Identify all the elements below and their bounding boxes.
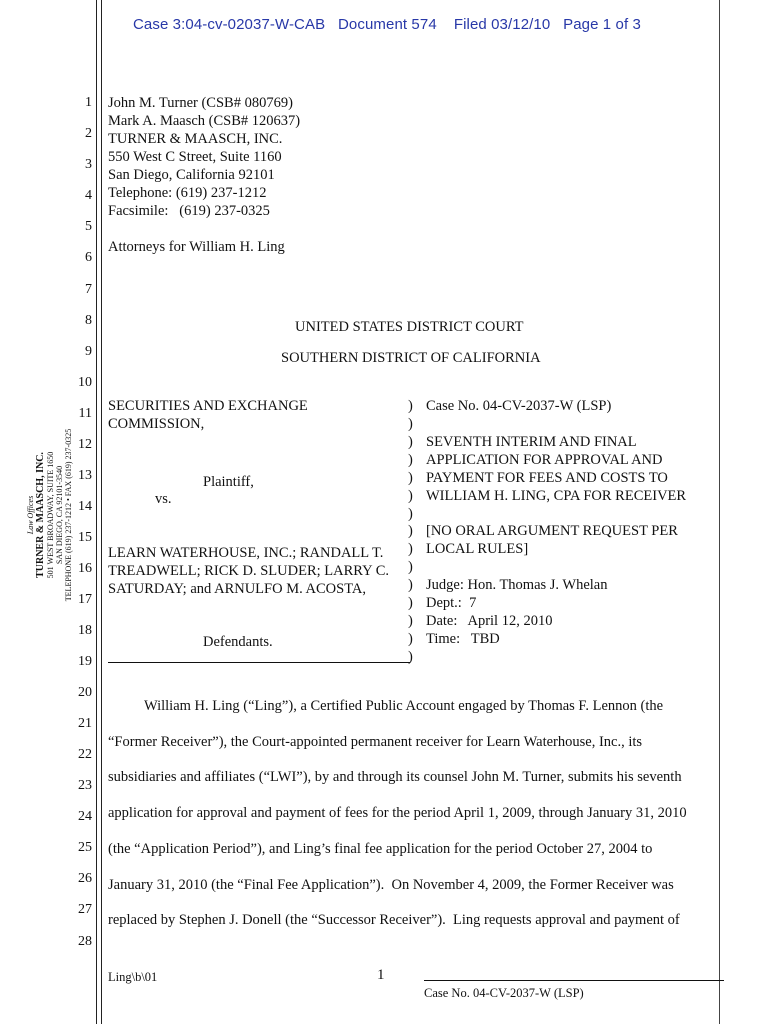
paren: ) xyxy=(408,416,413,432)
margin-rule-left-1 xyxy=(96,0,97,1024)
paren: ) xyxy=(408,506,413,522)
sidebar-law-offices: Law Offices xyxy=(26,495,35,535)
line-number: 9 xyxy=(85,344,92,359)
oral-argument-note: [NO ORAL ARGUMENT REQUEST PER xyxy=(426,523,678,539)
dept: Dept.: 7 xyxy=(426,595,477,611)
footer-doc-id: Ling\b\01 xyxy=(108,970,158,984)
line-number: 11 xyxy=(78,406,92,421)
filing-header: Case 3:04-cv-02037-W-CAB Document 574 Filed 03/12/10 Page 1 of 3 xyxy=(133,16,641,33)
line-number: 23 xyxy=(78,778,92,793)
line-number: 16 xyxy=(78,561,92,576)
paren: ) xyxy=(408,541,413,557)
plaintiff-label: Plaintiff, xyxy=(203,474,254,490)
page-number: 1 xyxy=(377,967,385,983)
defendant-names: TREADWELL; RICK D. SLUDER; LARRY C. xyxy=(108,563,390,579)
sidebar-city: SAN DIEGO, CA 92101-3540 xyxy=(55,465,64,565)
paren: ) xyxy=(408,523,413,539)
attorney-line: Telephone: (619) 237-1212 xyxy=(108,185,267,201)
line-number: 4 xyxy=(85,188,92,203)
sidebar-street: 501 WEST BROADWAY, SUITE 1650 xyxy=(46,451,55,579)
sidebar-phone: TELEPHONE (619) 237-1212 • FAX (619) 237-0325 xyxy=(64,428,73,602)
line-number: 5 xyxy=(85,219,92,234)
line-number: 15 xyxy=(78,530,92,545)
line-number: 3 xyxy=(85,157,92,172)
line-number: 6 xyxy=(85,250,92,265)
body-line: “Former Receiver”), the Court-appointed permanent receiver for Learn Waterhouse, Inc., its xyxy=(108,734,643,750)
line-number: 24 xyxy=(78,809,92,824)
line-number: 10 xyxy=(78,375,92,390)
line-number: 13 xyxy=(78,468,92,483)
plaintiff-name: SECURITIES AND EXCHANGE xyxy=(108,398,308,414)
line-number: 19 xyxy=(78,654,92,669)
sidebar-firm-name: TURNER & MAASCH, INC. xyxy=(35,452,46,578)
judge: Judge: Hon. Thomas J. Whelan xyxy=(426,577,608,593)
paren: ) xyxy=(408,613,413,629)
line-number: 18 xyxy=(78,623,92,638)
attorney-line: San Diego, California 92101 xyxy=(108,167,275,183)
defendant-names: SATURDAY; and ARNULFO M. ACOSTA, xyxy=(108,581,367,597)
line-number: 1 xyxy=(85,95,92,110)
hearing-date: Date: April 12, 2010 xyxy=(426,613,553,629)
line-number: 14 xyxy=(78,499,92,514)
attorney-line: TURNER & MAASCH, INC. xyxy=(108,131,283,147)
body-line: William H. Ling (“Ling”), a Certified Public Account engaged by Thomas F. Lennon (the xyxy=(108,698,664,714)
caption-underline xyxy=(108,662,410,663)
attorneys-for: Attorneys for William H. Ling xyxy=(108,239,285,255)
paren: ) xyxy=(408,577,413,593)
line-number: 26 xyxy=(78,871,92,886)
line-number: 25 xyxy=(78,840,92,855)
paren: ) xyxy=(408,398,413,414)
body-line: subsidiaries and affiliates (“LWI”), by and through its counsel John M. Turner, submits his seventh xyxy=(108,769,682,785)
line-number: 20 xyxy=(78,685,92,700)
paren: ) xyxy=(408,595,413,611)
line-number: 22 xyxy=(78,747,92,762)
paren: ) xyxy=(408,631,413,647)
attorney-line: John M. Turner (CSB# 080769) xyxy=(108,95,293,111)
attorney-line: Mark A. Maasch (CSB# 120637) xyxy=(108,113,301,129)
paren: ) xyxy=(408,470,413,486)
case-number: Case No. 04-CV-2037-W (LSP) xyxy=(426,398,612,414)
court-name: UNITED STATES DISTRICT COURT xyxy=(295,319,524,335)
paren: ) xyxy=(408,452,413,468)
document-title: PAYMENT FOR FEES AND COSTS TO xyxy=(426,470,668,486)
body-line: replaced by Stephen J. Donell (the “Successor Receiver”). Ling requests approval and payment of xyxy=(108,912,680,928)
court-district: SOUTHERN DISTRICT OF CALIFORNIA xyxy=(281,350,541,366)
paren: ) xyxy=(408,649,413,665)
line-number: 21 xyxy=(78,716,92,731)
line-number: 12 xyxy=(78,437,92,452)
line-number: 8 xyxy=(85,313,92,328)
paren: ) xyxy=(408,559,413,575)
line-number: 27 xyxy=(78,902,92,917)
versus: vs. xyxy=(155,491,172,507)
footer-case-number: Case No. 04-CV-2037-W (LSP) xyxy=(424,986,584,1000)
defendant-names: LEARN WATERHOUSE, INC.; RANDALL T. xyxy=(108,545,384,561)
attorney-line: 550 West C Street, Suite 1160 xyxy=(108,149,282,165)
body-line: (the “Application Period”), and Ling’s final fee application for the period October 27, 2004 to xyxy=(108,841,653,857)
line-number: 28 xyxy=(78,934,92,949)
attorney-line: Facsimile: (619) 237-0325 xyxy=(108,203,270,219)
margin-rule-left-2 xyxy=(101,0,102,1024)
body-line: January 31, 2010 (the “Final Fee Application”). On November 4, 2009, the Former Receiver was xyxy=(108,877,674,893)
line-number: 2 xyxy=(85,126,92,141)
document-title: APPLICATION FOR APPROVAL AND xyxy=(426,452,663,468)
line-number: 17 xyxy=(78,592,92,607)
hearing-time: Time: TBD xyxy=(426,631,500,647)
document-title: WILLIAM H. LING, CPA FOR RECEIVER xyxy=(426,488,687,504)
document-title: SEVENTH INTERIM AND FINAL xyxy=(426,434,637,450)
defendants-label: Defendants. xyxy=(203,634,273,650)
paren: ) xyxy=(408,488,413,504)
footer-rule xyxy=(424,980,724,981)
paren: ) xyxy=(408,434,413,450)
plaintiff-name: COMMISSION, xyxy=(108,416,205,432)
line-number: 7 xyxy=(85,282,92,297)
margin-rule-right xyxy=(719,0,720,1024)
body-line: application for approval and payment of fees for the period April 1, 2009, through January 31, 2010 xyxy=(108,805,687,821)
oral-argument-note: LOCAL RULES] xyxy=(426,541,529,557)
